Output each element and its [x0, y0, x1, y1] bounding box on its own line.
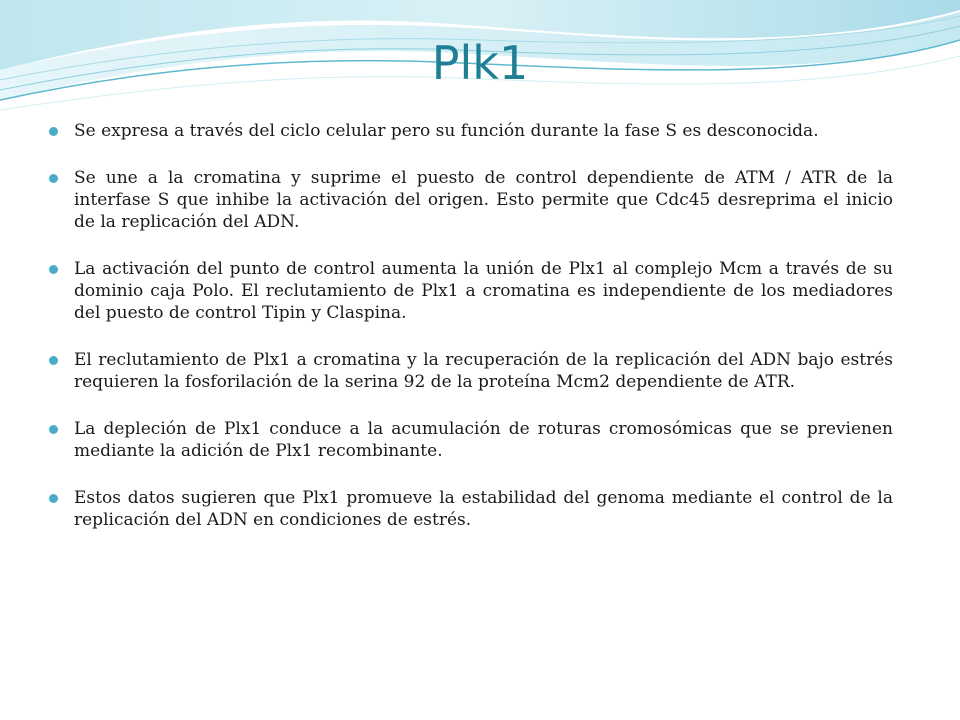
bullet-text: La depleción de Plx1 conduce a la acumulación de roturas cromosómicas que se previenen mediante la adición de Plx1 recombinante.: [74, 419, 893, 461]
bullet-item: [48, 120, 893, 142]
bullet-item: [48, 349, 893, 393]
bullet-item: [48, 167, 893, 233]
bullet-dot-icon: [49, 265, 58, 274]
bullet-dot-icon: [49, 356, 58, 365]
bullet-dot-icon: [49, 127, 58, 136]
bullet-item: [48, 487, 893, 531]
bullet-item: [48, 418, 893, 462]
slide-title: Plk1: [431, 36, 529, 90]
bullet-dot-icon: [49, 425, 58, 434]
bullet-list: [48, 120, 893, 556]
bullet-text: Se expresa a través del ciclo celular pero su función durante la fase S es desconocida.: [74, 121, 819, 141]
bullet-item: [48, 258, 893, 324]
bullet-dot-icon: [49, 494, 58, 503]
bullet-text: Se une a la cromatina y suprime el puesto de control dependiente de ATM / ATR de la interfase S que inhibe la activación del origen. Esto permite que Cdc45 desreprima el inicio de la replicación del ADN.: [74, 168, 893, 232]
bullet-text: La activación del punto de control aumenta la unión de Plx1 al complejo Mcm a través de su dominio caja Polo. El reclutamiento de Plx1 a cromatina es independiente de los mediadores del puesto de control Tipin y Claspina.: [74, 259, 893, 323]
bullet-dot-icon: [49, 174, 58, 183]
bullet-text: El reclutamiento de Plx1 a cromatina y la recuperación de la replicación del ADN bajo estrés requieren la fosforilación de la serina 92 de la proteína Mcm2 dependiente de ATR.: [74, 350, 893, 392]
bullet-text: Estos datos sugieren que Plx1 promueve la estabilidad del genoma mediante el control de la replicación del ADN en condiciones de estrés.: [74, 488, 893, 530]
